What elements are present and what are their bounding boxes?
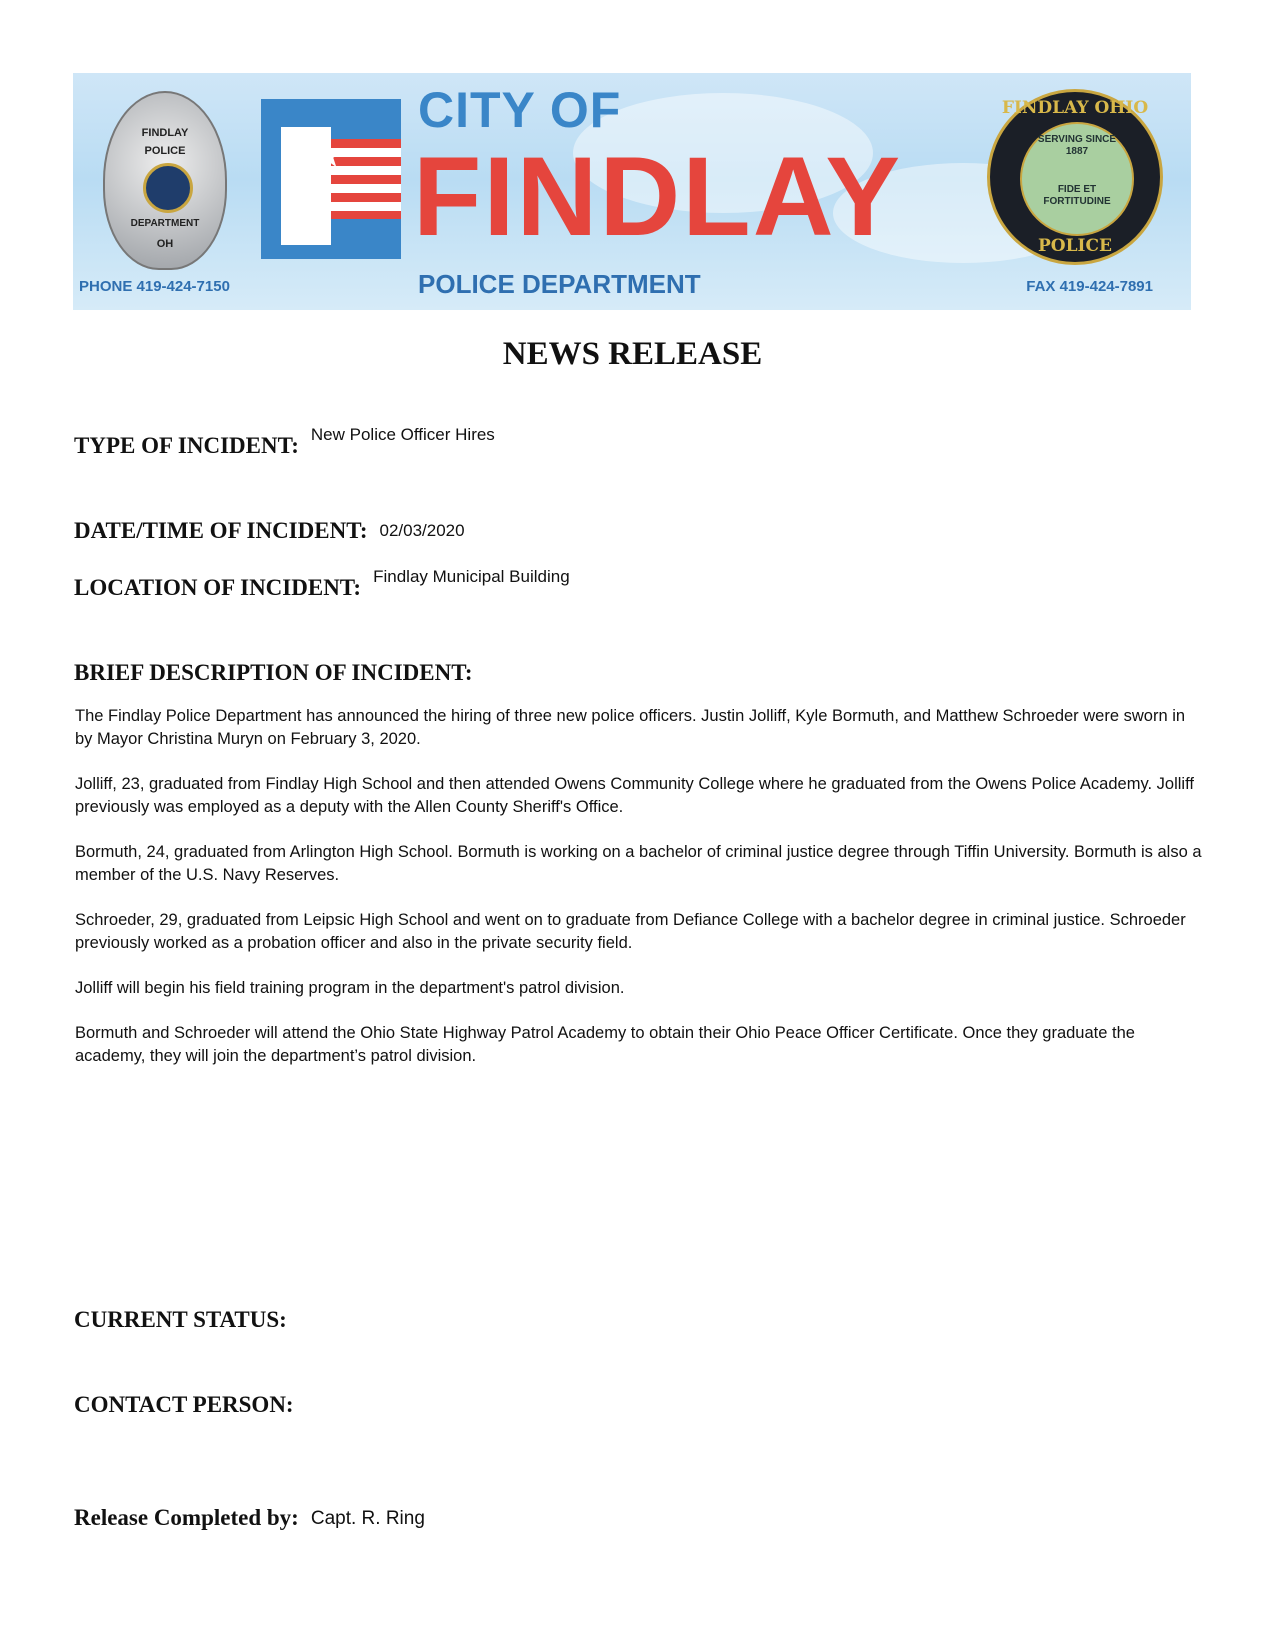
badge-text: DEPARTMENT <box>130 218 200 229</box>
police-department-text: POLICE DEPARTMENT <box>418 269 701 299</box>
type-row <box>74 425 495 460</box>
badge-text: OH <box>156 238 174 250</box>
paragraph: Bormuth, 24, graduated from Arlington High School. Bormuth is working on a bachelor of criminal justice degree through Tiffin University. Bormuth is also a member of the U.S. Navy Reserves. <box>75 843 1202 884</box>
badge-text: FINDLAY <box>141 127 189 139</box>
findlay-wordmark: FINDLAY <box>413 134 903 259</box>
type-label: TYPE OF INCIDENT: <box>74 433 299 458</box>
description-label: BRIEF DESCRIPTION OF INCIDENT: <box>74 660 473 685</box>
contact-label: CONTACT PERSON: <box>74 1392 294 1417</box>
date-label: DATE/TIME OF INCIDENT: <box>74 518 368 543</box>
badge-text: POLICE <box>144 145 186 157</box>
paragraph: Schroeder, 29, graduated from Leipsic High School and went on to graduate from Defiance College with a bachelor degree in criminal justice. Schroeder previously worked as a probation officer and also in the private security field. <box>75 911 1186 952</box>
paragraph: The Findlay Police Department has announced the hiring of three new police officers. Justin Jolliff, Kyle Bormuth, and Matthew Schroeder were sworn in by Mayor Christina Muryn on February 3, 2020. <box>75 707 1186 748</box>
description-body <box>75 705 1205 1090</box>
paragraph: Jolliff, 23, graduated from Findlay High School and then attended Owens Community College where he graduated from the Owens Police Academy. Jolliff previously was employed as a deputy with the Allen County Sheriff's Office. <box>75 775 1194 816</box>
date-value: 02/03/2020 <box>379 521 465 540</box>
patch-text: POLICE <box>1038 236 1112 256</box>
fax-number: FAX 419-424-7891 <box>1026 278 1153 295</box>
findlay-flag-logo <box>261 99 401 259</box>
location-value: Findlay Municipal Building <box>373 567 570 586</box>
patch-text: FINDLAY OHIO <box>1001 98 1149 118</box>
status-label: CURRENT STATUS: <box>74 1307 287 1332</box>
location-label: LOCATION OF INCIDENT: <box>74 575 362 600</box>
star-icon: ★ <box>313 137 344 175</box>
patch-text: FIDE ET FORTITUDINE <box>1043 184 1111 207</box>
ohio-seal-icon <box>143 163 193 213</box>
police-badge-logo <box>103 91 227 270</box>
release-label: Release Completed by: <box>74 1505 299 1530</box>
location-row <box>74 567 570 602</box>
police-patch-logo <box>987 89 1163 265</box>
type-value: New Police Officer Hires <box>310 425 495 444</box>
release-value: Capt. R. Ring <box>310 1508 425 1529</box>
date-row <box>74 517 465 545</box>
city-of-text: CITY OF <box>418 82 622 138</box>
page-title: NEWS RELEASE <box>502 336 763 372</box>
phone-number: PHONE 419-424-7150 <box>79 278 230 295</box>
release-row <box>74 1504 425 1532</box>
patch-text: SERVING SINCE 1887 <box>1037 134 1117 157</box>
paragraph: Bormuth and Schroeder will attend the Ohio State Highway Patrol Academy to obtain their Ohio Peace Officer Certificate. Once they graduate the academy, they will join the department’s patrol division. <box>75 1024 1135 1065</box>
letterhead-banner <box>73 73 1191 310</box>
paragraph: Jolliff will begin his field training program in the department's patrol division. <box>75 979 625 997</box>
